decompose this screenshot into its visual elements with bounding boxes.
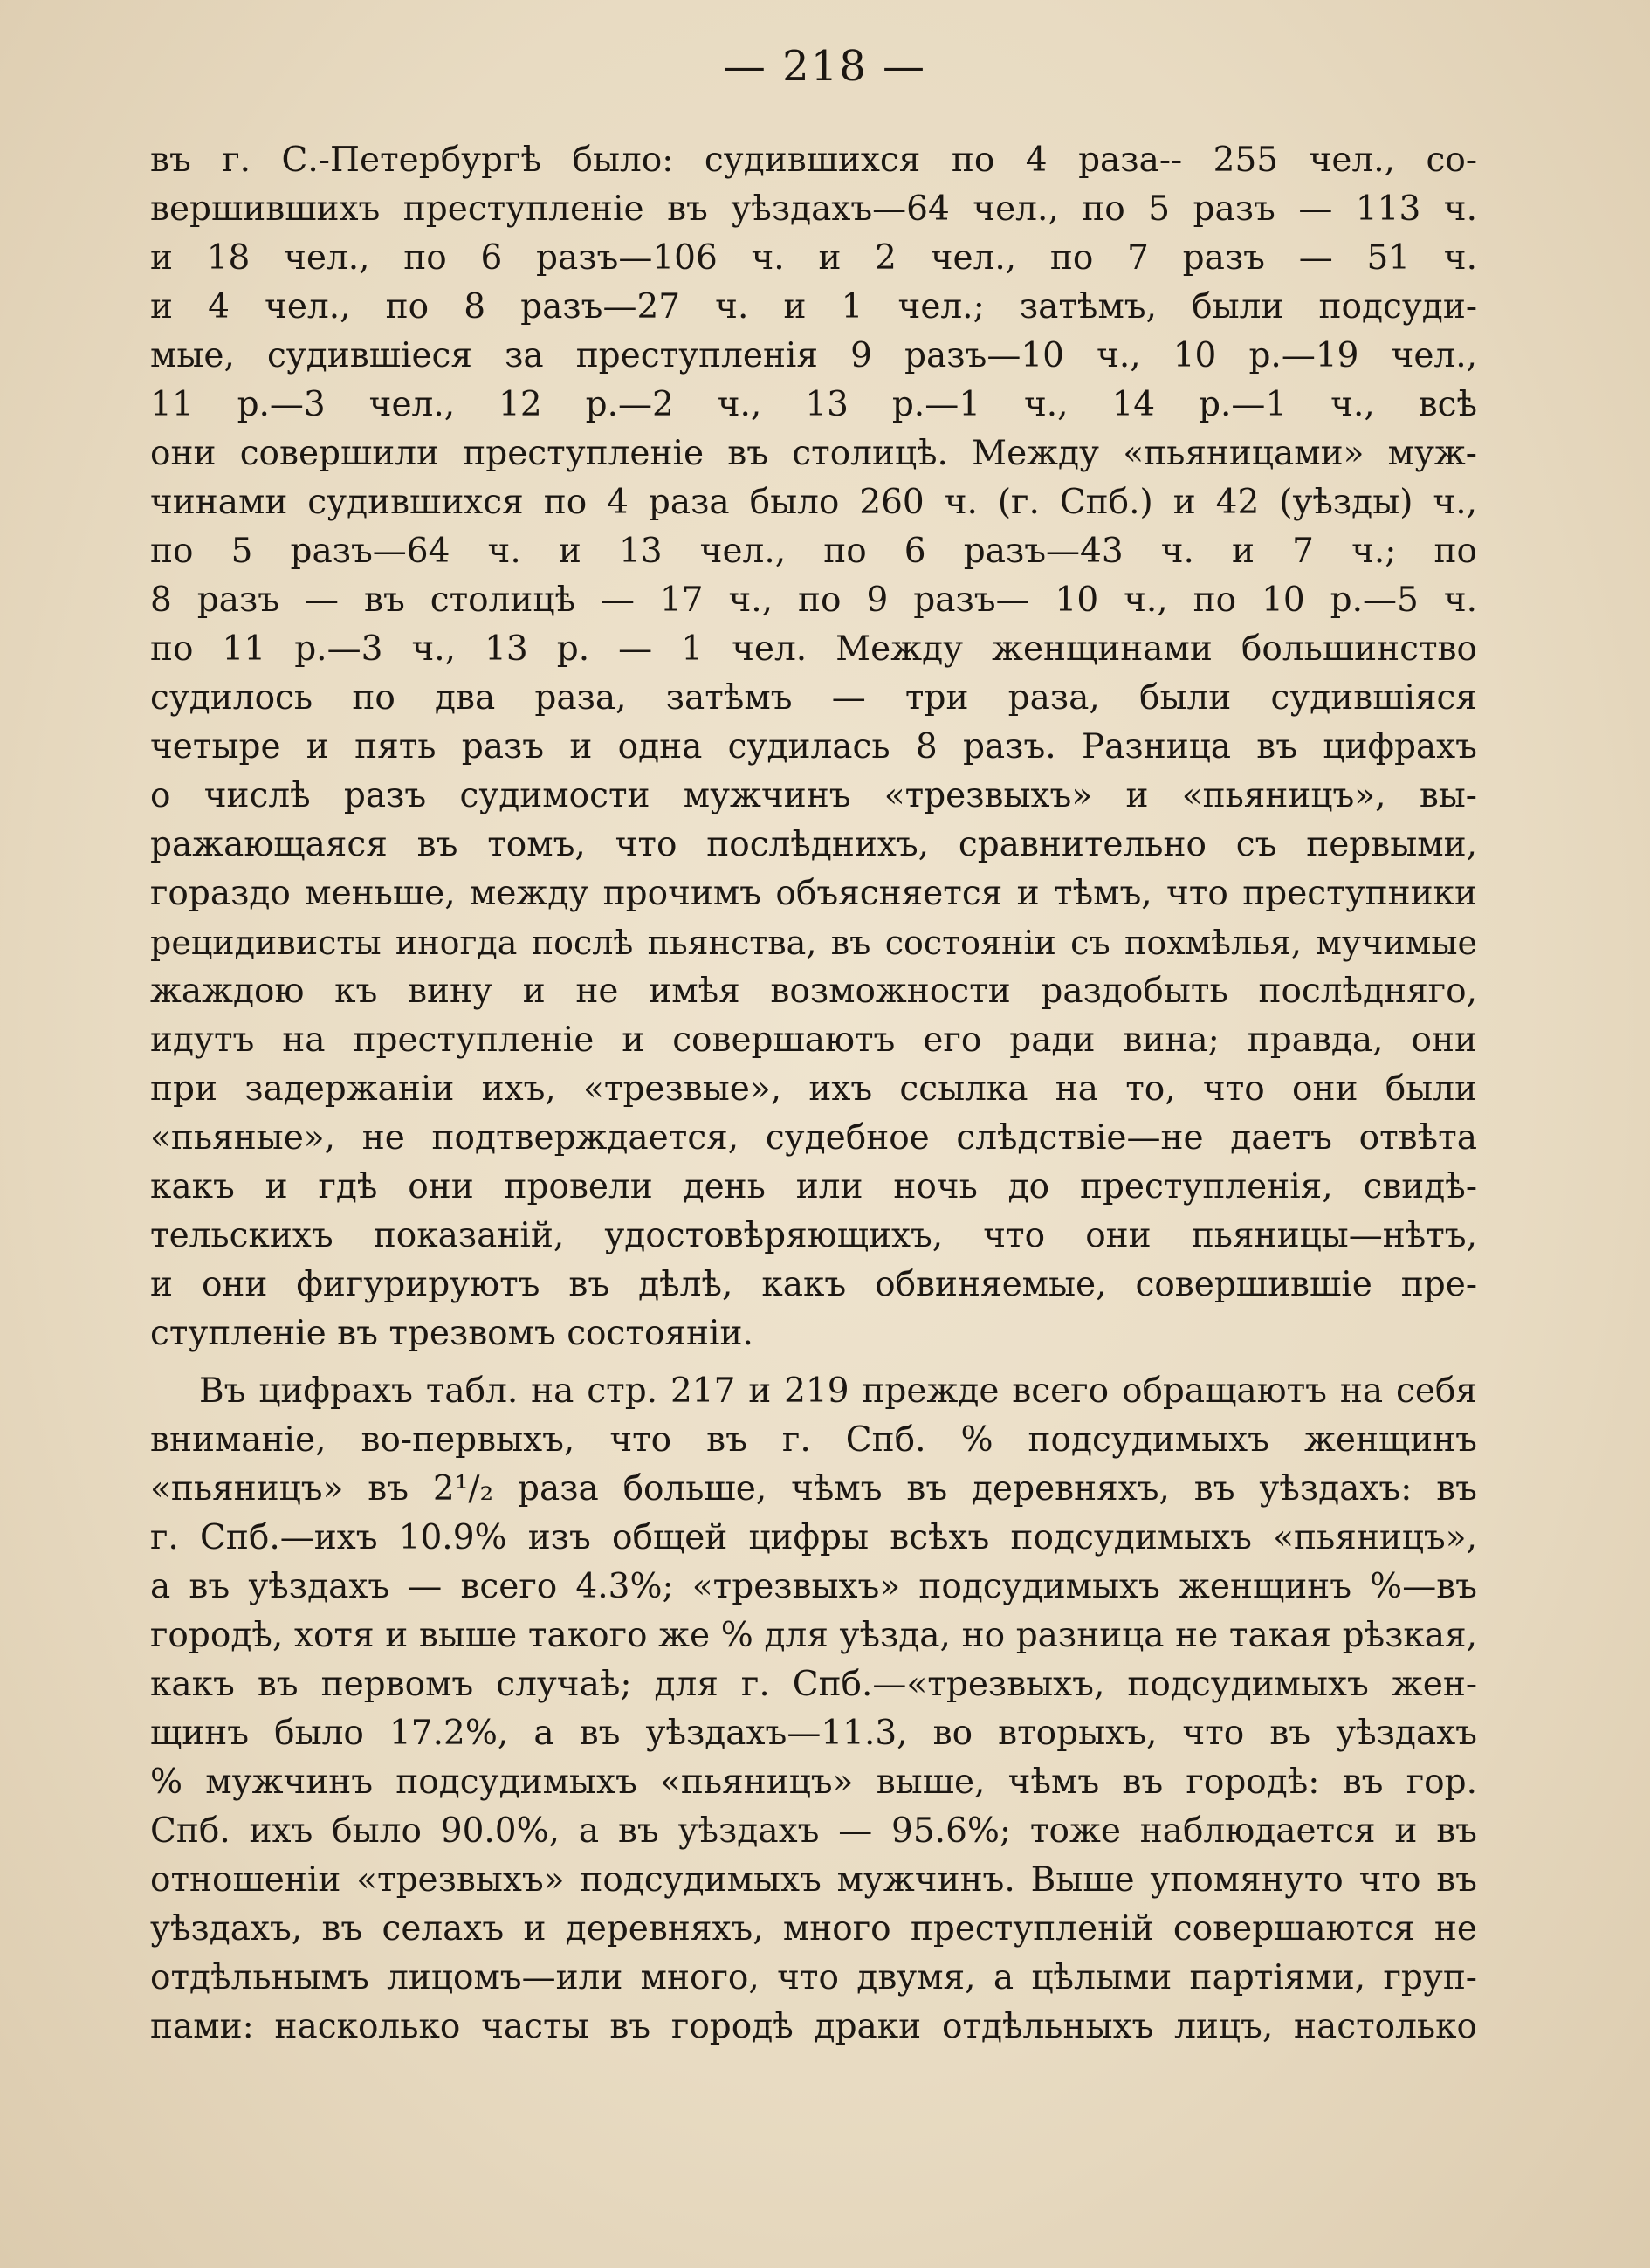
text-line: Въ цифрахъ табл. на стр. 217 и 219 прежде всего обращаютъ на себя bbox=[199, 1371, 1477, 1411]
text-line: какъ и гдѣ они провели день или ночь до преступленія, свидѣ- bbox=[150, 1167, 1477, 1206]
text-line: и 4 чел., по 8 разъ—27 ч. и 1 чел.; затѣмъ, были подсуди- bbox=[150, 287, 1477, 326]
text-line: «пьяные», не подтверждается, судебное слѣдствіе—не даетъ отвѣта bbox=[150, 1118, 1477, 1158]
text-line: какъ въ первомъ случаѣ; для г. Спб.—«трезвыхъ, подсудимыхъ жен- bbox=[150, 1665, 1477, 1704]
text-line: вершившихъ преступленіе въ уѣздахъ—64 чел., по 5 разъ — 113 ч. bbox=[150, 189, 1477, 229]
text-line: гораздо меньше, между прочимъ объясняется и тѣмъ, что преступники bbox=[150, 874, 1477, 913]
text-line: ступленіе въ трезвомъ состояніи. bbox=[150, 1314, 753, 1353]
text-line: мые, судившіеся за преступленія 9 разъ—10 ч., 10 р.—19 чел., bbox=[150, 336, 1477, 375]
text-line: жаждою къ вину и не имѣя возможности раздобыть послѣдняго, bbox=[150, 972, 1477, 1011]
paragraph-gap bbox=[150, 1358, 1477, 1367]
text-line: чинами судившихся по 4 раза было 260 ч. (г. Спб.) и 42 (уѣзды) ч., bbox=[150, 483, 1477, 522]
text-line: пами: насколько часты въ городѣ драки отдѣльныхъ лицъ, настолько bbox=[150, 2007, 1477, 2046]
text-line: 8 разъ — въ столицѣ — 17 ч., по 9 разъ— 10 ч., по 10 р.—5 ч. bbox=[150, 581, 1477, 620]
text-line: и 18 чел., по 6 разъ—106 ч. и 2 чел., по 7 разъ — 51 ч. bbox=[150, 238, 1477, 278]
text-line: «пьяницъ» въ 2¹/₂ раза больше, чѣмъ въ деревняхъ, въ уѣздахъ: въ bbox=[150, 1469, 1477, 1509]
text-line: рецидивисты иногда послѣ пьянства, въ состояніи съ похмѣлья, мучимые bbox=[150, 924, 1477, 962]
text-line: вниманіе, во-первыхъ, что въ г. Спб. % подсудимыхъ женщинъ bbox=[150, 1420, 1477, 1460]
text-line: идутъ на преступленіе и совершаютъ его ради вина; правда, они bbox=[150, 1021, 1477, 1060]
text-line: по 5 разъ—64 ч. и 13 чел., по 6 разъ—43 ч. и 7 ч.; по bbox=[150, 532, 1477, 571]
text-line: ражающаяся въ томъ, что послѣднихъ, сравнительно съ первыми, bbox=[150, 825, 1477, 864]
text-line: въ г. С.-Петербургѣ было: судившихся по 4 раза-- 255 чел., со- bbox=[150, 141, 1477, 180]
text-line: и они фигурируютъ въ дѣлѣ, какъ обвиняемые, совершившіе пре- bbox=[150, 1265, 1477, 1304]
text-line: при задержаніи ихъ, «трезвые», ихъ ссылка на то, что они были bbox=[150, 1069, 1477, 1109]
text-line: щинъ было 17.2%, а въ уѣздахъ—11.3, во вторыхъ, что въ уѣздахъ bbox=[150, 1714, 1477, 1753]
text-line: отдѣльнымъ лицомъ—или много, что двумя, а цѣлыми партіями, груп- bbox=[150, 1958, 1477, 1997]
text-line: 11 р.—3 чел., 12 р.—2 ч., 13 р.—1 ч., 14 р.—1 ч., всѣ bbox=[150, 385, 1477, 424]
text-line: тельскихъ показаній, удостовѣряющихъ, что они пьяницы—нѣтъ, bbox=[150, 1216, 1477, 1255]
text-line: городѣ, хотя и выше такого же % для уѣзда, но разница не такая рѣзкая, bbox=[150, 1616, 1477, 1655]
text-line: г. Спб.—ихъ 10.9% изъ общей цифры всѣхъ подсудимыхъ «пьяницъ», bbox=[150, 1518, 1477, 1557]
text-line: уѣздахъ, въ селахъ и деревняхъ, много преступленій совершаются не bbox=[150, 1909, 1477, 1948]
paragraph-2 bbox=[150, 1367, 1477, 2052]
page-number-header: — 218 — bbox=[723, 42, 927, 91]
text-line: четыре и пять разъ и одна судилась 8 разъ. Разница въ цифрахъ bbox=[150, 727, 1477, 766]
text-line: Спб. ихъ было 90.0%, а въ уѣздахъ — 95.6%; тоже наблюдается и въ bbox=[150, 1811, 1477, 1851]
text-line: о числѣ разъ судимости мужчинъ «трезвыхъ» и «пьяницъ», вы- bbox=[150, 776, 1477, 815]
text-line: судилось по два раза, затѣмъ — три раза, были судившіяся bbox=[150, 678, 1477, 718]
text-line: а въ уѣздахъ — всего 4.3%; «трезвыхъ» подсудимыхъ женщинъ %—въ bbox=[150, 1567, 1477, 1606]
text-line: по 11 р.—3 ч., 13 р. — 1 чел. Между женщинами большинство bbox=[150, 629, 1477, 669]
text-line: отношеніи «трезвыхъ» подсудимыхъ мужчинъ. Выше упомянуто что въ bbox=[150, 1860, 1477, 1900]
text-line: % мужчинъ подсудимыхъ «пьяницъ» выше, чѣмъ въ городѣ: въ гор. bbox=[150, 1763, 1477, 1802]
text-line: они совершили преступленіе въ столицѣ. Между «пьяницами» муж- bbox=[150, 434, 1477, 473]
paragraph-1 bbox=[150, 136, 1477, 1358]
page-body bbox=[150, 136, 1477, 2052]
